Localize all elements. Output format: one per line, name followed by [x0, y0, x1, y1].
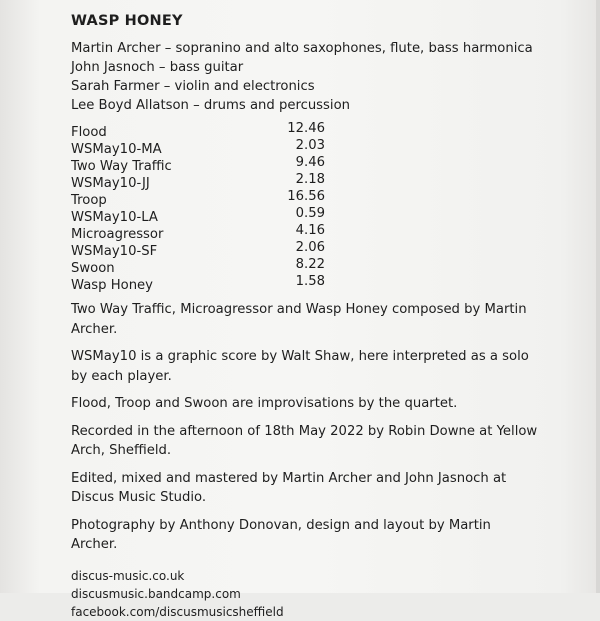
track-title: Wasp Honey: [71, 278, 153, 293]
track-list: [71, 121, 591, 294]
musician-credit: Sarah Farmer – violin and electronics: [71, 79, 315, 94]
track-title: Troop: [71, 193, 107, 208]
track-duration: 2.03: [295, 138, 325, 153]
track-row: [71, 172, 591, 192]
track-duration: 1.58: [295, 274, 325, 289]
track-row: [71, 155, 591, 175]
track-title: Swoon: [71, 261, 115, 276]
credit-note: Photography by Anthony Donovan, design and layout by Martin Archer.: [71, 517, 491, 552]
musician-credits: [71, 39, 591, 115]
credit-note: Edited, mixed and mastered by Martin Archer and John Jasnoch at Discus Music Studio.: [71, 470, 507, 505]
track-duration: 16.56: [287, 189, 325, 204]
track-title: WSMay10-JJ: [71, 176, 150, 191]
credit-note: Flood, Troop and Swoon are improvisations by the quartet.: [71, 396, 458, 411]
musician-credit: John Jasnoch – bass guitar: [71, 60, 244, 75]
track-row: [71, 257, 591, 277]
track-duration: 12.46: [287, 121, 325, 136]
track-row: [71, 189, 591, 209]
track-row: [71, 274, 591, 294]
credit-note: WSMay10 is a graphic score by Walt Shaw, here interpreted as a solo by each player.: [71, 349, 529, 384]
track-title: WSMay10-LA: [71, 210, 158, 225]
track-duration: 9.46: [295, 155, 325, 170]
credit-notes: [71, 300, 591, 555]
track-title: WSMay10-MA: [71, 142, 162, 157]
track-duration: 2.06: [295, 240, 325, 255]
page-edge-shadow: [596, 0, 600, 593]
track-title: Microagressor: [71, 227, 164, 242]
track-row: [71, 223, 591, 243]
track-row: [71, 121, 591, 141]
track-row: [71, 206, 591, 226]
track-duration: 8.22: [295, 257, 325, 272]
musician-credit: Martin Archer – sopranino and alto saxophones, flute, bass harmonica: [71, 41, 533, 56]
album-title: WASP HONEY: [71, 13, 183, 29]
credit-note: Two Way Traffic, Microagressor and Wasp Honey composed by Martin Archer.: [71, 302, 527, 337]
track-title: Two Way Traffic: [71, 159, 172, 174]
liner-notes-content: [71, 11, 591, 621]
track-title: WSMay10-SF: [71, 244, 158, 259]
musician-credit: Lee Boyd Allatson – drums and percussion: [71, 98, 351, 113]
facebook-link: facebook.com/discusmusicsheffield: [71, 604, 284, 619]
track-title: Flood: [71, 125, 107, 140]
bandcamp-link: discusmusic.bandcamp.com: [71, 586, 241, 601]
track-duration: 2.18: [295, 172, 325, 187]
track-duration: 4.16: [295, 223, 325, 238]
track-row: [71, 240, 591, 260]
track-duration: 0.59: [295, 206, 325, 221]
credit-note: Recorded in the afternoon of 18th May 2022 by Robin Downe at Yellow Arch, Sheffield.: [71, 423, 538, 458]
web-links: [71, 567, 591, 621]
track-row: [71, 138, 591, 158]
website-link: discus-music.co.uk: [71, 568, 185, 583]
